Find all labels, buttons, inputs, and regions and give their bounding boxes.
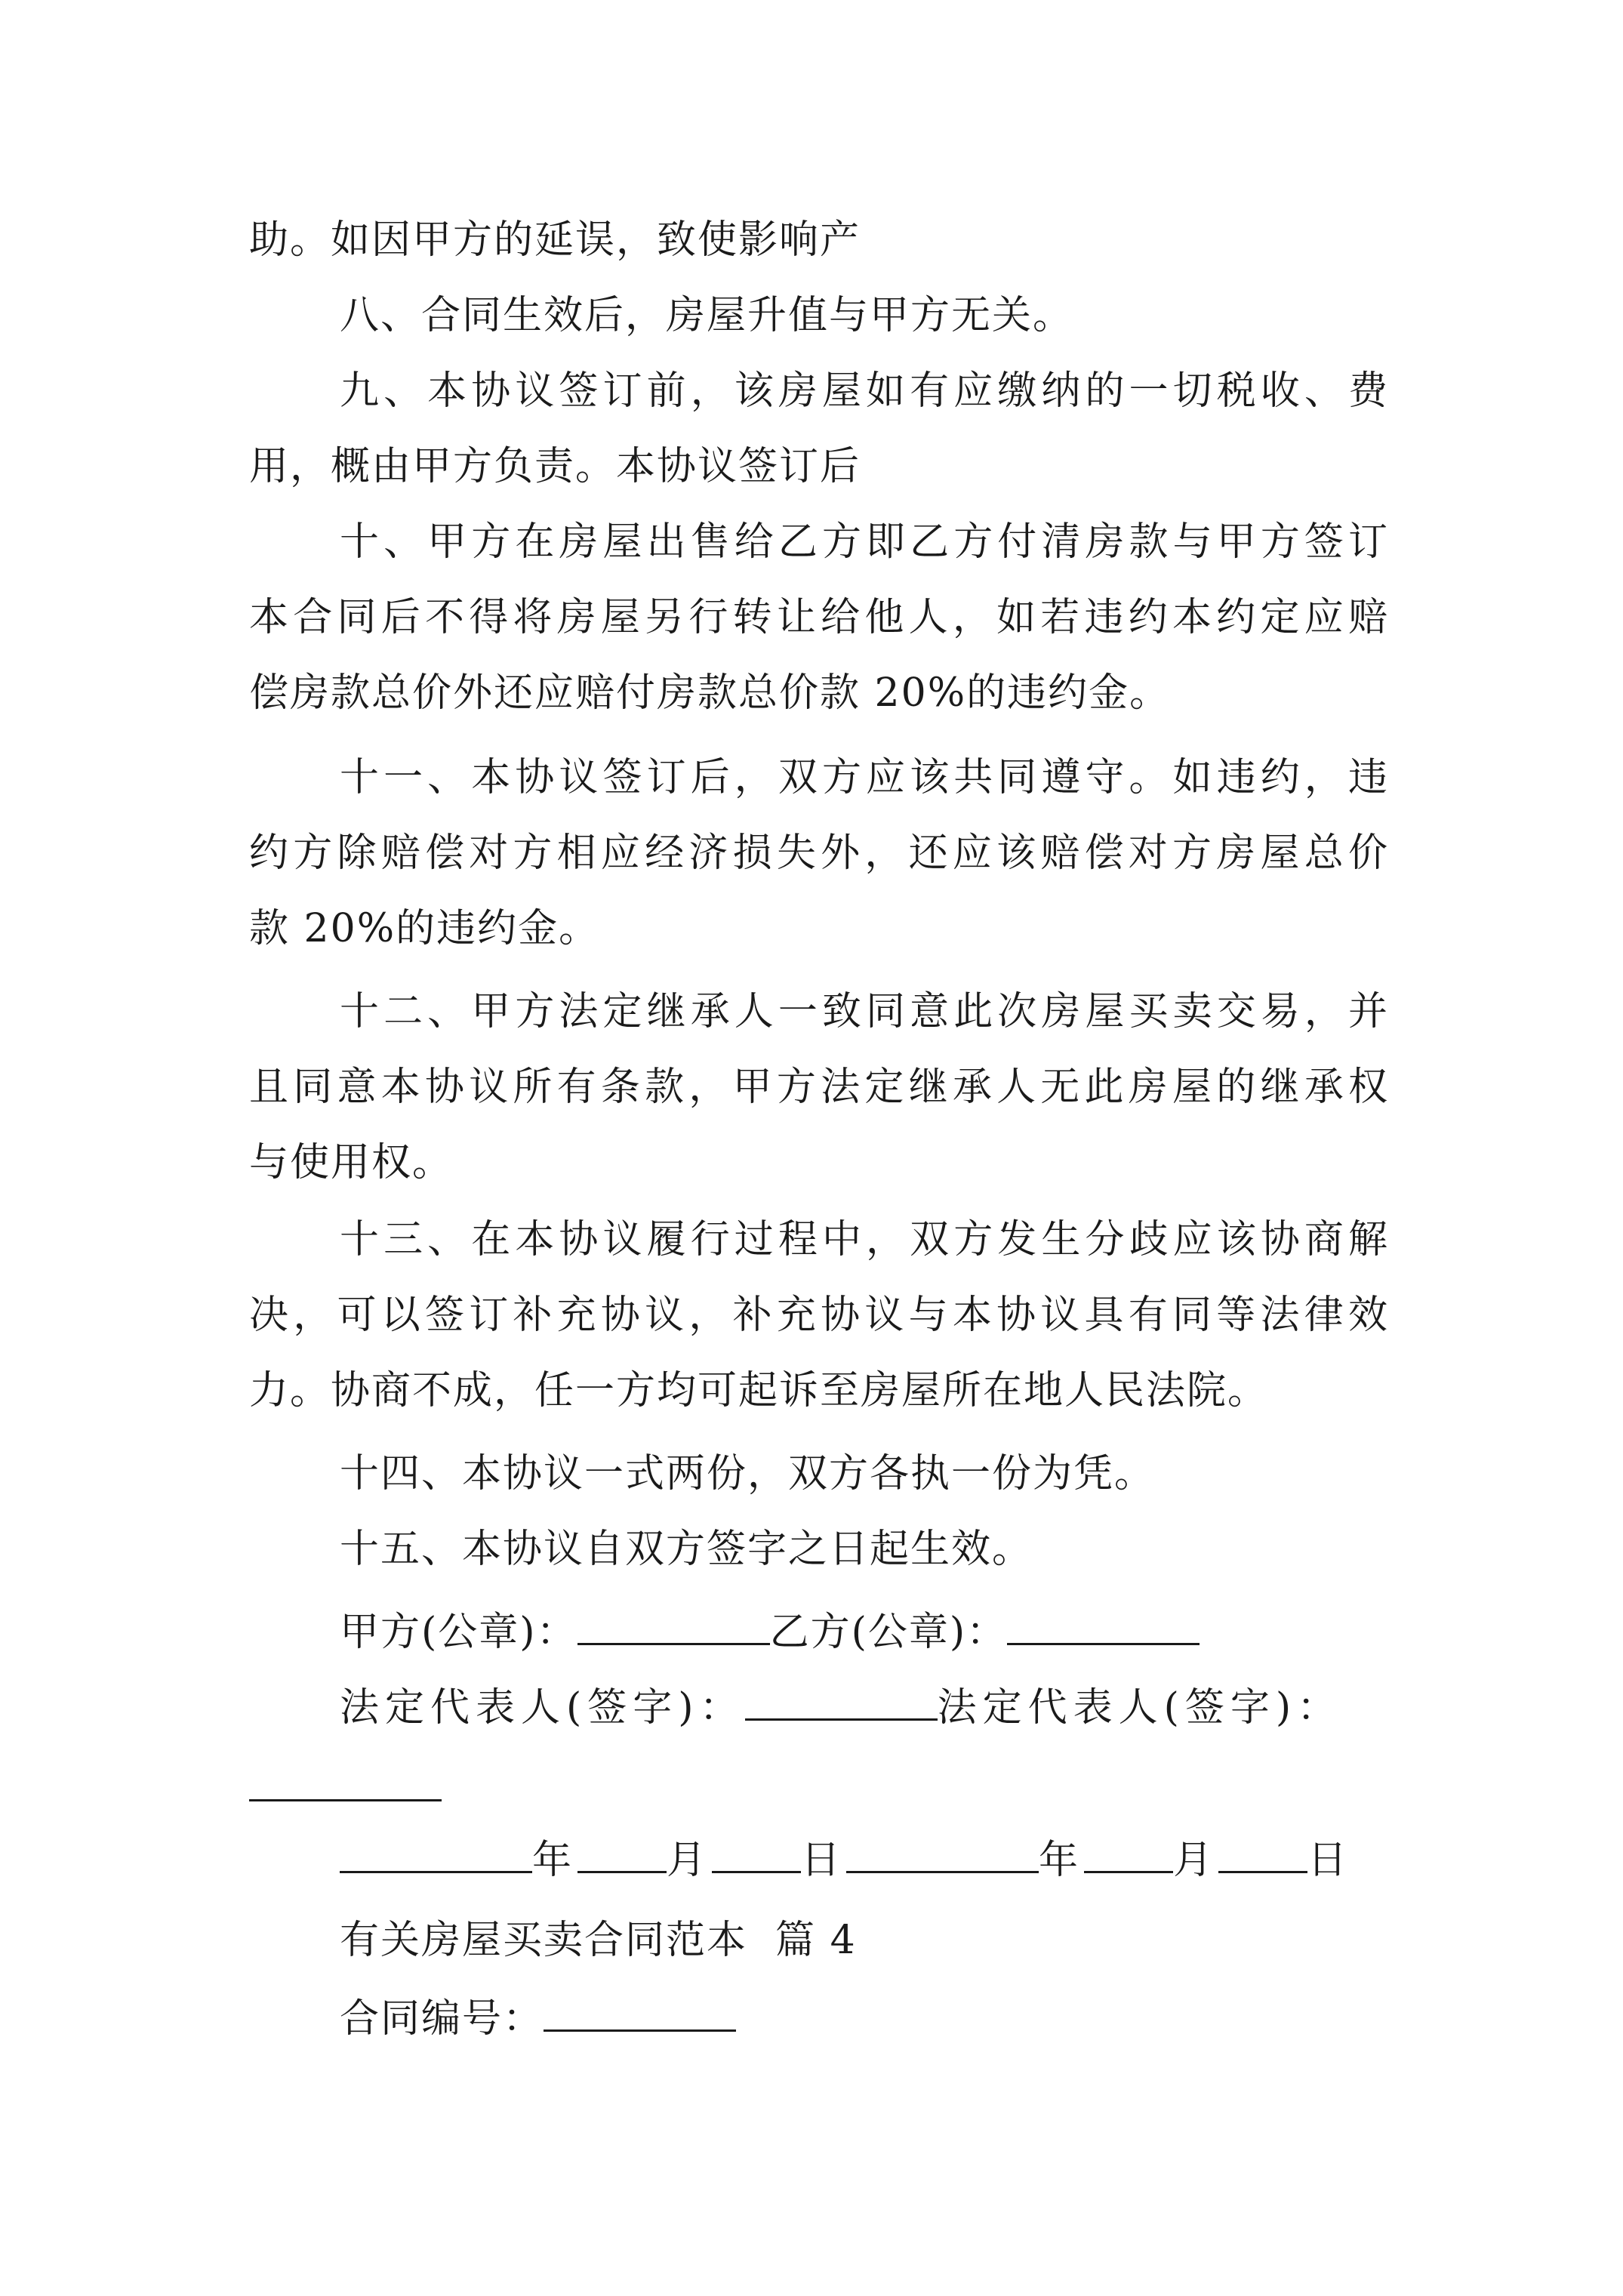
party-seal-row <box>340 1607 1200 1655</box>
month-b-blank[interactable] <box>1084 1835 1173 1873</box>
section-title: 有关房屋买卖合同范本 篇 4 <box>340 1918 857 1963</box>
clause-11-line-2: 约方除赔偿对方相应经济损失外，还应该赔偿对方房屋总价 <box>249 831 1389 876</box>
party-b-seal-blank[interactable] <box>1007 1607 1200 1645</box>
legal-rep-row <box>340 1682 1342 1730</box>
paragraph-line-1: 助。如因甲方的延误，致使影响产 <box>249 217 861 263</box>
day-a-label: 日 <box>801 1838 847 1883</box>
clause-15: 十五、本协议自双方签字之日起生效。 <box>340 1527 1033 1572</box>
clause-13-line-3: 力。协商不成，任一方均可起诉至房屋所在地人民法院。 <box>249 1368 1269 1413</box>
clause-14: 十四、本协议一式两份，双方各执一份为凭。 <box>340 1451 1156 1496</box>
month-a-label: 月 <box>667 1838 713 1883</box>
clause-11-line-3: 款 20%的违约金。 <box>249 906 600 951</box>
day-b-label: 日 <box>1307 1838 1354 1883</box>
contract-number-label: 合同编号： <box>340 1996 544 2042</box>
legal-rep-b-label: 法定代表人(签字)： <box>937 1685 1343 1730</box>
clause-12-line-1: 十二、甲方法定继承人一致同意此次房屋买卖交易，并 <box>340 989 1389 1034</box>
year-b-label: 年 <box>1039 1838 1085 1883</box>
clause-9-line-1: 九、本协议签订前，该房屋如有应缴纳的一切税收、费 <box>340 368 1389 414</box>
day-a-blank[interactable] <box>712 1835 801 1873</box>
contract-number-blank[interactable] <box>544 1993 736 2032</box>
legal-rep-a-blank[interactable] <box>745 1682 938 1721</box>
year-b-blank[interactable] <box>846 1835 1039 1873</box>
clause-13-line-1: 十三、在本协议履行过程中，双方发生分歧应该协商解 <box>340 1217 1389 1262</box>
clause-11-line-1: 十一、本协议签订后，双方应该共同遵守。如违约，违 <box>340 755 1389 800</box>
clause-10-line-3: 偿房款总价外还应赔付房款总价款 20%的违约金。 <box>249 670 1171 716</box>
clause-12-line-2: 且同意本协议所有条款，甲方法定继承人无此房屋的继承权 <box>249 1065 1389 1110</box>
contract-number-row <box>340 1993 736 2042</box>
clause-10-line-1: 十、甲方在房屋出售给乙方即乙方付清房款与甲方签订 <box>340 519 1389 565</box>
date-row <box>340 1835 1353 1883</box>
clause-8: 八、合同生效后，房屋升值与甲方无关。 <box>340 293 1074 338</box>
year-a-blank[interactable] <box>340 1835 532 1873</box>
party-a-seal-label: 甲方(公章)： <box>340 1610 577 1655</box>
month-b-label: 月 <box>1173 1838 1219 1883</box>
party-b-seal-label: 乙方(公章)： <box>769 1610 1008 1655</box>
legal-rep-a-label: 法定代表人(签字)： <box>340 1685 745 1730</box>
month-a-blank[interactable] <box>577 1835 667 1873</box>
clause-10-line-2: 本合同后不得将房屋另行转让给他人，如若违约本约定应赔 <box>249 595 1389 640</box>
year-a-label: 年 <box>532 1838 578 1883</box>
clause-9-line-2: 用，概由甲方负责。本协议签订后 <box>249 444 861 489</box>
legal-rep-b-blank[interactable] <box>249 1799 442 1801</box>
party-a-seal-blank[interactable] <box>577 1607 770 1645</box>
clause-12-line-3: 与使用权。 <box>249 1140 454 1185</box>
clause-13-line-2: 决，可以签订补充协议，补充协议与本协议具有同等法律效 <box>249 1293 1389 1338</box>
day-b-blank[interactable] <box>1218 1835 1307 1873</box>
